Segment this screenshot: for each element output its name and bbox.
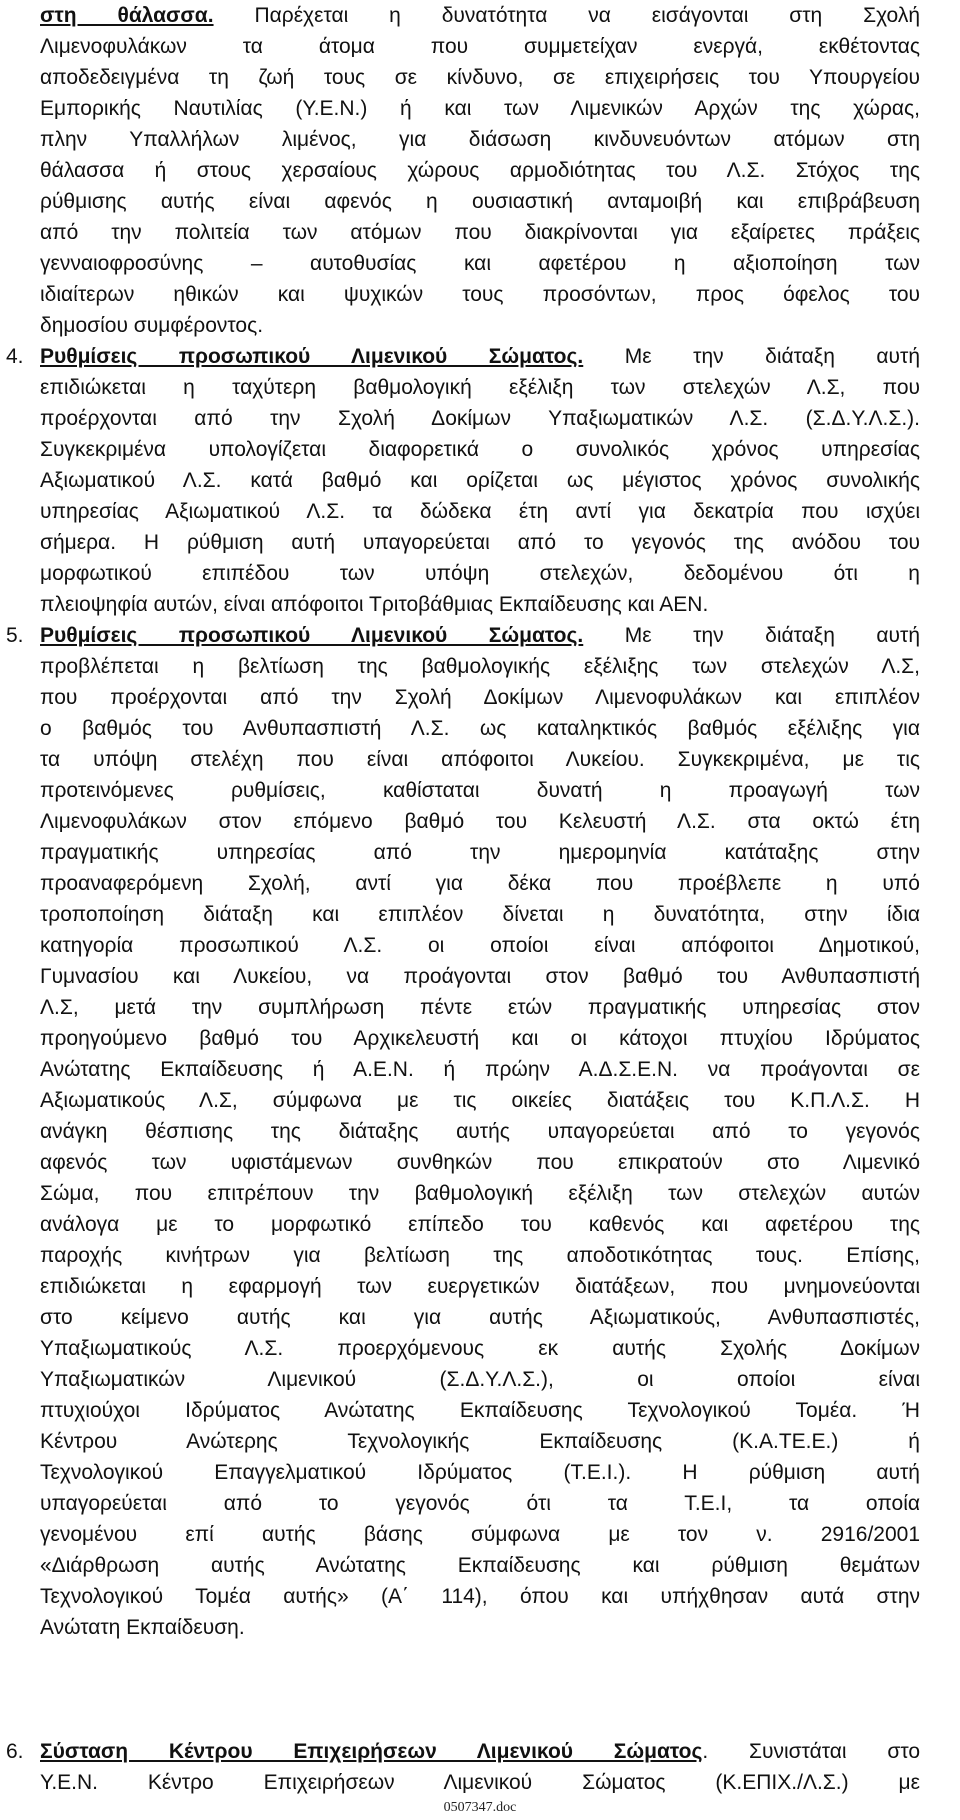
paragraph-line: προέρχονται από την Σχολή Δοκίμων Υπαξιωματικών Λ.Σ. (Σ.Δ.Υ.Λ.Σ.). — [40, 407, 920, 430]
paragraph-line: ρύθμισης αυτής είναι αφενός η ουσιαστική ανταμοιβή και επιβράβευση — [40, 190, 920, 213]
paragraph-line: υπαγορεύεται από το γεγονός ότι τα Τ.Ε.Ι, τα οποία — [40, 1492, 920, 1515]
item-6-first-line: . Συνιστάται στο — [702, 1740, 920, 1763]
item-5-heading: Ρυθμίσεις προσωπικού Λιμενικού Σώματος. — [40, 624, 584, 647]
paragraph-line: από την πολιτεία των ατόμων που διακρίνονται για εξαίρετες πράξεις — [40, 221, 920, 244]
item-5 — [40, 620, 920, 1643]
paragraph-line: ιδιαίτερων ηθικών και ψυχικών τους προσόντων, προς όφελος του — [40, 283, 920, 306]
paragraph-line: Τεχνολογικού Τομέα αυτής» (Α΄ 114), όπου και υπήχθησαν αυτά στην — [40, 1585, 920, 1608]
paragraph-line: γενναιοφροσύνης – αυτοθυσίας και αφετέρου η αξιοποίηση των — [40, 252, 920, 275]
paragraph-line: πτυχιούχοι Ιδρύματος Ανώτατης Εκπαίδευσης Τεχνολογικού Τομέα. Ή — [40, 1399, 920, 1422]
paragraph-line: προαναφερόμενη Σχολή, αντί για δέκα που προέβλεπε η υπό — [40, 872, 920, 895]
item-6-number: 6. — [6, 1740, 24, 1763]
paragraph-line: σήμερα. Η ρύθμιση αυτή υπαγορεύεται από το γεγονός της ανόδου του — [40, 531, 920, 554]
paragraph-line: γενομένου επί αυτής βάσης σύμφωνα με τον ν. 2916/2001 — [40, 1523, 920, 1546]
paragraph-line: Συγκεκριμένα υπολογίζεται διαφορετικά ο συνολικός χρόνος υπηρεσίας — [40, 438, 920, 461]
item-4-number: 4. — [6, 345, 24, 368]
paragraph-line: αποδεδειγμένα τη ζωή τους σε κίνδυνο, σε επιχειρήσεις του Υπουργείου — [40, 66, 920, 89]
paragraph-line: Υπαξιωματικούς Λ.Σ. προερχόμενους εκ αυτής Σχολής Δοκίμων — [40, 1337, 920, 1360]
footer-filename: 0507347.doc — [443, 1800, 517, 1815]
paragraph-line: επιδιώκεται η ταχύτερη βαθμολογική εξέλιξη των στελεχών Λ.Σ, που — [40, 376, 920, 399]
paragraph-line: Γυμνασίου και Λυκείου, να προάγονται στον βαθμό του Ανθυπασπιστή — [40, 965, 920, 988]
paragraph-line: τα υπόψη στελέχη που είναι απόφοιτοι Λυκείου. Συγκεκριμένα, με τις — [40, 748, 920, 771]
paragraph-line: Λ.Σ, μετά την συμπλήρωση πέντε ετών πραγματικής υπηρεσίας στον — [40, 996, 920, 1019]
paragraph-line: Εμπορικής Ναυτιλίας (Υ.Ε.Ν.) ή και των Λιμενικών Αρχών της χώρας, — [40, 97, 920, 120]
paragraph-line — [40, 1736, 920, 1767]
paragraph-line: επιδιώκεται η εφαρμογή των ευεργετικών διατάξεων, που μνημονεύονται — [40, 1275, 920, 1298]
paragraph-line: Τεχνολογικού Επαγγελματικού Ιδρύματος (Τ.Ε.Ι.). Η ρύθμιση αυτή — [40, 1461, 920, 1484]
paragraph-line: πλην Υπαλλήλων λιμένος, για διάσωση κινδυνευόντων ατόμων στη — [40, 128, 920, 151]
paragraph-line: Υ.Ε.Ν. Κέντρο Επιχειρήσεων Λιμενικού Σώματος (Κ.ΕΠΙΧ./Λ.Σ.) με — [40, 1771, 920, 1794]
paragraph-line: ο βαθμός του Ανθυπασπιστή Λ.Σ. ως καταληκτικός βαθμός εξέλιξης για — [40, 717, 920, 740]
item-4-first-line: Με την διάταξη αυτή — [583, 345, 921, 368]
paragraph-line: στο κείμενο αυτής και για αυτής Αξιωματικούς, Ανθυπασπιστές, — [40, 1306, 920, 1329]
item-4 — [40, 341, 920, 620]
paragraph-line: Κέντρου Ανώτερης Τεχνολογικής Εκπαίδευσης (Κ.Α.ΤΕ.Ε.) ή — [40, 1430, 920, 1453]
paragraph-line: ανάλογα με το μορφωτικό επίπεδο του καθενός και αφετέρου της — [40, 1213, 920, 1236]
item-5-first-line: Με την διάταξη αυτή — [583, 624, 921, 647]
paragraph-line: προτεινόμενες ρυθμίσεις, καθίσταται δυνατή η προαγωγή των — [40, 779, 920, 802]
item-6-heading: Σύσταση Κέντρου Επιχειρήσεων Λιμενικού Σώματος — [40, 1740, 703, 1763]
item-6 — [40, 1736, 920, 1798]
item-5-number: 5. — [6, 624, 24, 647]
paragraph-line: Υπαξιωματικών Λιμενικού (Σ.Δ.Υ.Λ.Σ.), οι οποίοι είναι — [40, 1368, 920, 1391]
paragraph-line: Ανώτατη Εκπαίδευση. — [40, 1616, 245, 1639]
paragraph-line: αφενός των υφιστάμενων συνθηκών που επικρατούν στο Λιμενικό — [40, 1151, 920, 1174]
paragraph-line: θάλασσα ή στους χερσαίους χώρους αρμοδιότητας του Λ.Σ. Στόχος της — [40, 159, 920, 182]
intro-paragraph — [40, 0, 920, 341]
paragraph-line: ανάγκη θέσπισης της διάταξης αυτής υπαγορεύεται από το γεγονός — [40, 1120, 920, 1143]
paragraph-line — [40, 0, 920, 31]
paragraph-line: προηγούμενο βαθμό του Αρχικελευστή και οι κάτοχοι πτυχίου Ιδρύματος — [40, 1027, 920, 1050]
paragraph-line: Αξιωματικού Λ.Σ. κατά βαθμό και ορίζεται ως μέγιστος χρόνος συνολικής — [40, 469, 920, 492]
paragraph-line: Αξιωματικούς Λ.Σ, σύμφωνα με τις οικείες διατάξεις του Κ.Π.Λ.Σ. Η — [40, 1089, 920, 1112]
paragraph-line: «Διάρθρωση αυτής Ανώτατης Εκπαίδευσης και ρύθμιση θεμάτων — [40, 1554, 920, 1577]
intro-first-line: Παρέχεται η δυνατότητα να εισάγονται στη Σχολή — [213, 4, 921, 27]
paragraph-line: πλειοψηφία αυτών, είναι απόφοιτοι Τριτοβάθμιας Εκπαίδευσης και ΑΕΝ. — [40, 593, 709, 616]
paragraph-line: μορφωτικού επιπέδου των υπόψη στελεχών, δεδομένου ότι η — [40, 562, 920, 585]
paragraph-line — [40, 620, 920, 651]
paragraph-line: παροχής κινήτρων για βελτίωση της αποδοτικότητας τους. Επίσης, — [40, 1244, 920, 1267]
paragraph-line: Λιμενοφυλάκων τα άτομα που συμμετείχαν ενεργά, εκθέτοντας — [40, 35, 920, 58]
paragraph-line: τροποποίηση διάταξη και επιπλέον δίνεται η δυνατότητα, στην ίδια — [40, 903, 920, 926]
paragraph-line: Λιμενοφυλάκων στον επόμενο βαθμό του Κελευστή Λ.Σ. στα οκτώ έτη — [40, 810, 920, 833]
paragraph-line — [40, 341, 920, 372]
item-4-heading: Ρυθμίσεις προσωπικού Λιμενικού Σώματος. — [40, 345, 584, 368]
paragraph-line: Ανώτατης Εκπαίδευσης ή Α.Ε.Ν. ή πρώην Α.Δ.Σ.Ε.Ν. να προάγονται σε — [40, 1058, 920, 1081]
paragraph-line: κατηγορία προσωπικού Λ.Σ. οι οποίοι είναι απόφοιτοι Δημοτικού, — [40, 934, 920, 957]
paragraph-line: πραγματικής υπηρεσίας από την ημερομηνία κατάταξης στην — [40, 841, 920, 864]
paragraph-line: υπηρεσίας Αξιωματικού Λ.Σ. τα δώδεκα έτη αντί για δεκατρία που ισχύει — [40, 500, 920, 523]
paragraph-line: που προέρχονται από την Σχολή Δοκίμων Λιμενοφυλάκων και επιπλέον — [40, 686, 920, 709]
paragraph-line: Σώμα, που επιτρέπουν την βαθμολογική εξέλιξη των στελεχών αυτών — [40, 1182, 920, 1205]
intro-lead: στη θάλασσα. — [40, 4, 214, 27]
paragraph-line: προβλέπεται η βελτίωση της βαθμολογικής εξέλιξης των στελεχών Λ.Σ, — [40, 655, 920, 678]
paragraph-line: δημοσίου συμφέροντος. — [40, 314, 264, 337]
